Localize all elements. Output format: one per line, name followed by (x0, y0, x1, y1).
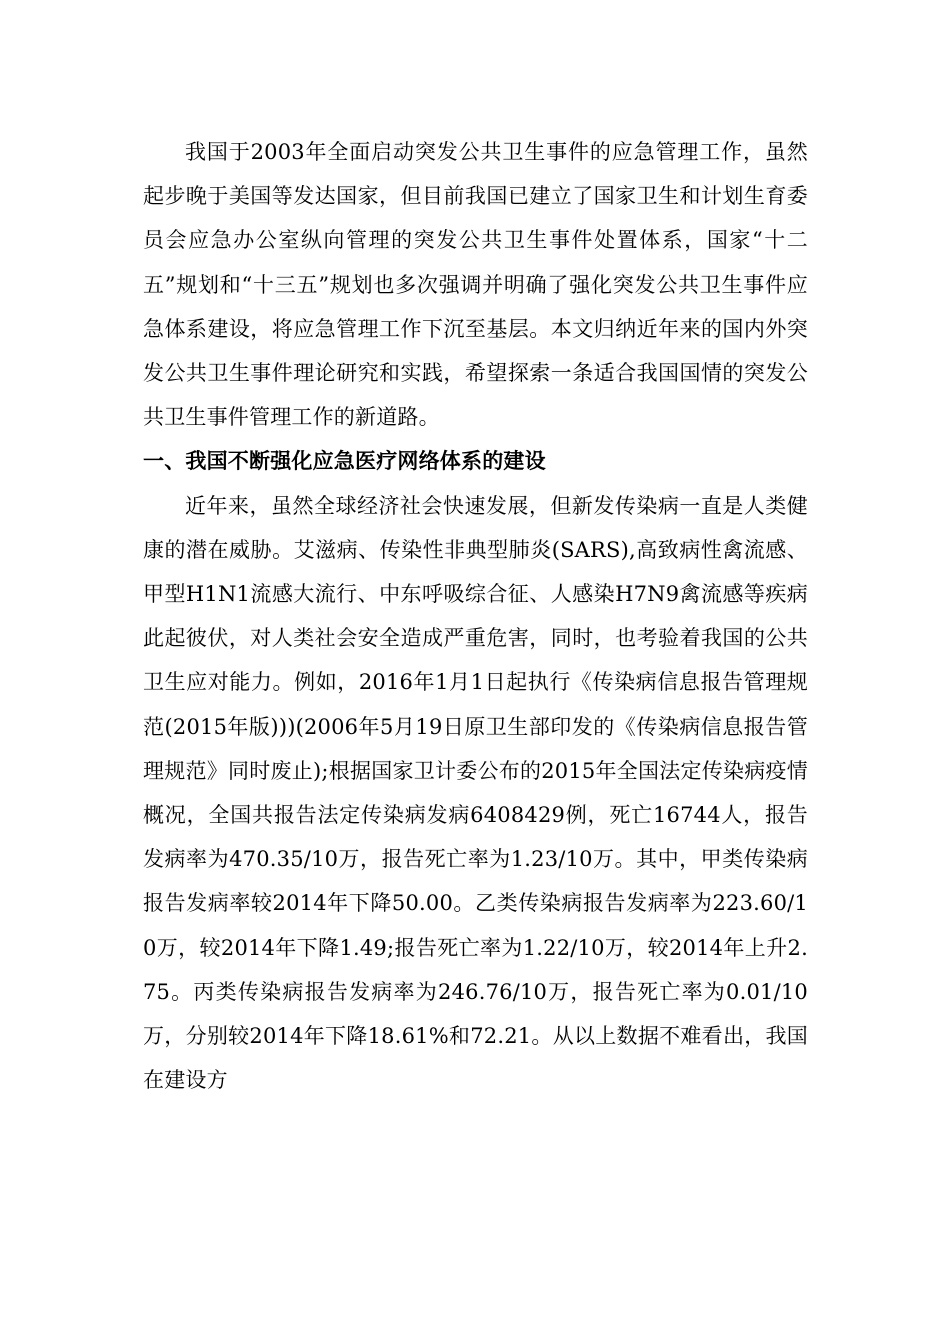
section-heading: 一、我国不断强化应急医疗网络体系的建设 (143, 449, 546, 474)
intro-paragraph: 我国于2003年全面启动突发公共卫生事件的应急管理工作，虽然起步晚于美国等发达国家，但目前我国已建立了国家卫生和计划生育委员会应急办公室纵向管理的突发公共卫生事件处置体系，国家“十二五”规划和“十三五”规划也多次强调并明确了强化突发公共卫生事件应急体系建设，将应急管理工作下沉至基层。本文归纳近年来的国内外突发公共卫生事件理论研究和实践，希望探索一条适合我国国情的突发公共卫生事件管理工作的新道路。 (143, 140, 808, 430)
body-paragraph: 近年来，虽然全球经济社会快速发展，但新发传染病一直是人类健康的潜在威胁。艾滋病、传染性非典型肺炎(SARS),高致病性禽流感、甲型H1N1流感大流行、中东呼吸综合征、人感染H7N9禽流感等疾病此起彼伏，对人类社会安全造成严重危害，同时，也考验着我国的公共卫生应对能力。例如，2016年1月1日起执行《传染病信息报告管理规范(2015年版)))(2006年5月19日原卫生部印发的《传染病信息报告管理规范》同时废止);根据国家卫计委公布的2015年全国法定传染病疫情概况，全国共报告法定传染病发病6408429例，死亡16744人，报告发病率为470.35/10万，报告死亡率为1.23/10万。其中，甲类传染病报告发病率较2014年下降50.00。乙类传染病报告发病率为223.60/10万，较2014年下降1.49;报告死亡率为1.22/10万，较2014年上升2.75。丙类传染病报告发病率为246.76/10万，报告死亡率为0.01/10万，分别较2014年下降18.61%和72.21。从以上数据不难看出，我国在建设方 (143, 493, 808, 1093)
document-body (143, 130, 808, 1102)
